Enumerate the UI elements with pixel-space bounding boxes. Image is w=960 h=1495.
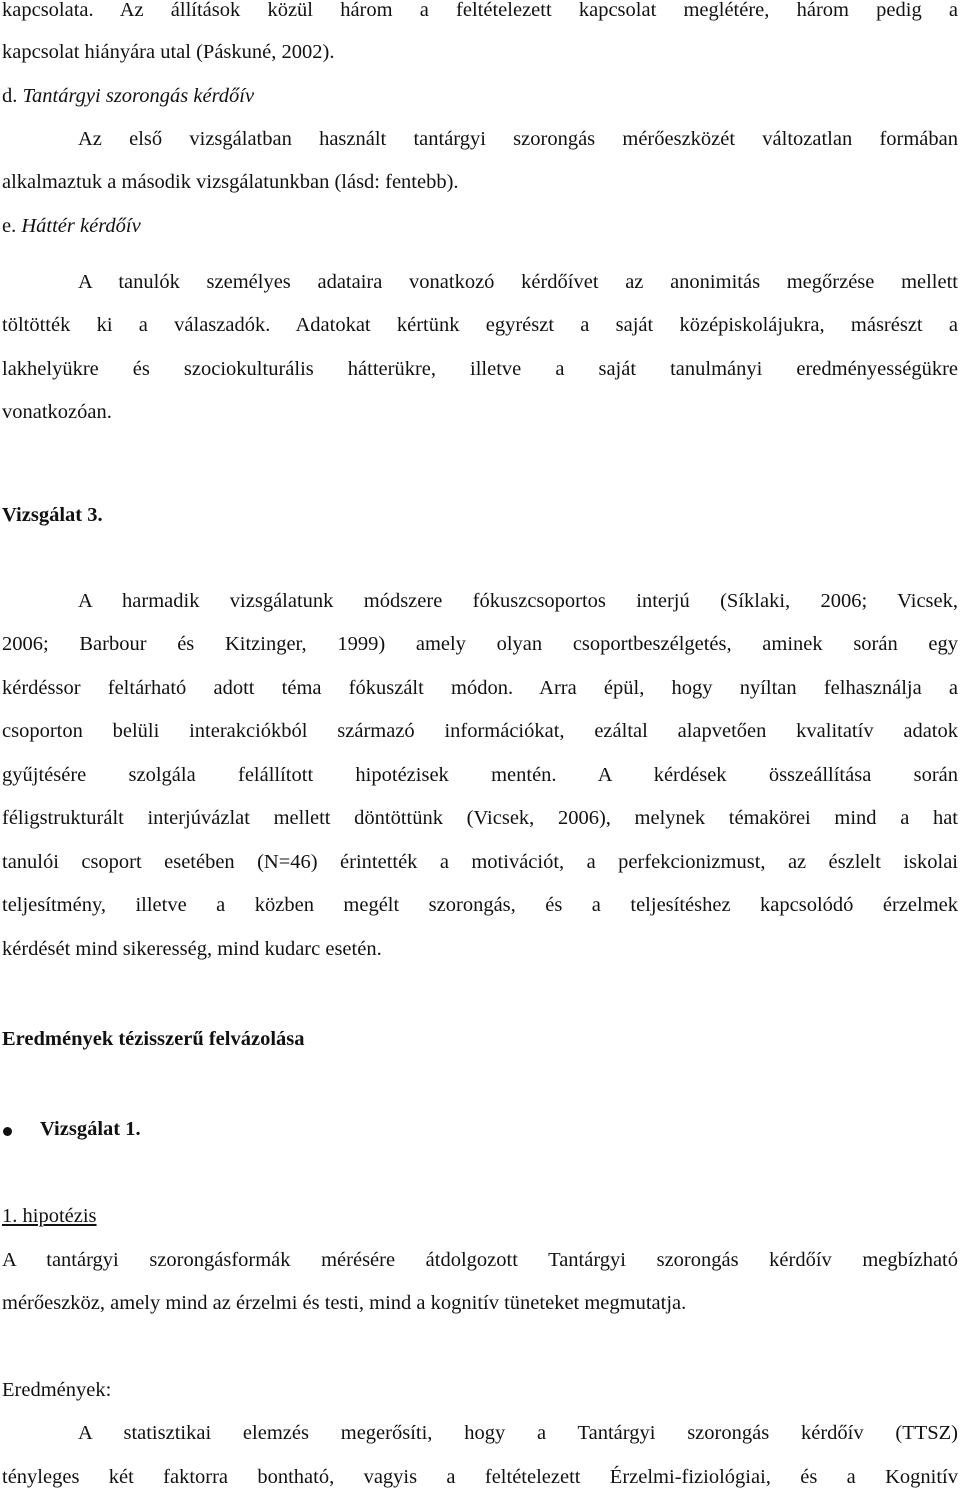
text-line: A harmadik vizsgálatunk módszere fókuszcsoportos interjú (Síklaki, 2006; Vicsek, bbox=[78, 590, 958, 612]
section-heading: Vizsgálat 3. bbox=[2, 504, 103, 526]
hypothesis-heading: 1. hipotézis bbox=[2, 1205, 97, 1227]
text-line: teljesítmény, illetve a közben megélt szorongás, és a teljesítéshez kapcsolódó érzelmek bbox=[2, 894, 958, 916]
text-line: tényleges két faktorra bontható, vagyis a feltételezett Érzelmi-fiziológiai, és a Kognitív bbox=[2, 1466, 958, 1488]
text-line: A tanulók személyes adataira vonatkozó kérdőívet az anonimitás megőrzése mellett bbox=[78, 271, 958, 293]
text-line: töltötték ki a válaszadók. Adatokat kértünk egyrészt a saját középiskolájukra, másrészt a bbox=[2, 314, 958, 336]
subheading-d bbox=[2, 82, 958, 110]
text-line: kérdését mind sikeresség, mind kudarc esetén. bbox=[2, 938, 382, 960]
text-line: alkalmaztuk a második vizsgálatunkban (lásd: fentebb). bbox=[2, 171, 459, 193]
text-line: A statisztikai elemzés megerősíti, hogy a Tantárgyi szorongás kérdőív (TTSZ) bbox=[78, 1422, 958, 1444]
subheading-label: e. bbox=[2, 215, 17, 237]
subheading-title: Háttér kérdőív bbox=[21, 215, 141, 237]
text-line: tanulói csoport esetében (N=46) érintették a motivációt, a perfekcionizmust, az észlelt iskolai bbox=[2, 851, 958, 873]
text-line: Az első vizsgálatban használt tantárgyi szorongás mérőeszközét változatlan formában bbox=[78, 128, 958, 150]
text-line: gyűjtésére szolgála felállított hipotézisek mentén. A kérdések összeállítása során bbox=[2, 764, 958, 786]
text-line: féligstrukturált interjúvázlat mellett döntöttünk (Vicsek, 2006), melynek témakörei mind a hat bbox=[2, 807, 958, 829]
bullet-heading: Vizsgálat 1. bbox=[40, 1118, 141, 1140]
text-line: vonatkozóan. bbox=[2, 401, 112, 423]
text-line: kapcsolata. Az állítások közül három a feltételezett kapcsolat meglétére, három pedig a bbox=[2, 0, 958, 21]
text-line: csoporton belüli interakciókból származó információkat, ezáltal alapvetően kvalitatív adatok bbox=[2, 720, 958, 742]
bullet-icon bbox=[3, 1127, 12, 1136]
results-label: Eredmények: bbox=[2, 1379, 112, 1401]
text-line: mérőeszköz, amely mind az érzelmi és testi, mind a kognitív tüneteket megmutatja. bbox=[2, 1292, 687, 1314]
text-line: A tantárgyi szorongásformák mérésére átdolgozott Tantárgyi szorongás kérdőív megbízható bbox=[2, 1249, 958, 1271]
text-line: kapcsolat hiányára utal (Páskuné, 2002). bbox=[2, 41, 335, 63]
text-line: lakhelyükre és szociokulturális hátterükre, illetve a saját tanulmányi eredményességükre bbox=[2, 358, 958, 380]
section-heading: Eredmények tézisszerű felvázolása bbox=[2, 1028, 305, 1050]
text-line: kérdéssor feltárható adott téma fókuszált módon. Arra épül, hogy nyíltan felhasználja a bbox=[2, 677, 958, 699]
subheading-label: d. bbox=[2, 85, 18, 107]
text-line: 2006; Barbour és Kitzinger, 1999) amely olyan csoportbeszélgetés, aminek során egy bbox=[2, 633, 958, 655]
subheading-title: Tantárgyi szorongás kérdőív bbox=[22, 85, 255, 107]
subheading-e bbox=[2, 212, 958, 240]
